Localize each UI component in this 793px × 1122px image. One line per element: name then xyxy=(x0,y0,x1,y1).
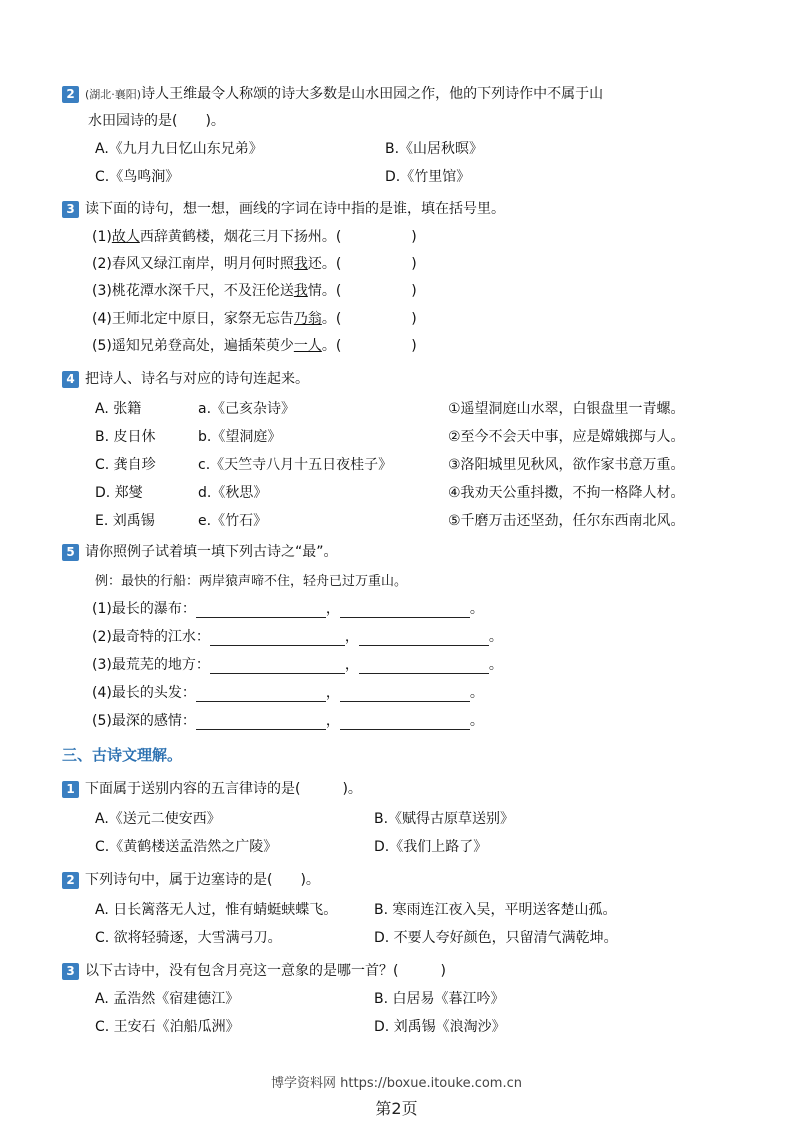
underlined-word: 我 xyxy=(293,256,308,272)
underlined-word: 我 xyxy=(293,283,308,299)
option-d: D. 刘禹锡《浪淘沙》 xyxy=(374,1019,506,1035)
verse-4: ④我劝天公重抖擞，不拘一格降人材。 xyxy=(448,485,685,501)
question-3-stem xyxy=(62,198,505,218)
footer-watermark: 博学资料网 https://boxue.itouke.com.cn xyxy=(271,1076,522,1091)
option-c: C. 欲将轻骑逐，大雪满弓刀。 xyxy=(95,930,282,946)
option-a: A. 孟浩然《宿建德江》 xyxy=(95,991,240,1007)
poet-d: D. 郑燮 xyxy=(95,485,143,501)
question-text: 下列诗句中，属于边塞诗的是( )。 xyxy=(85,872,320,888)
answer-blank[interactable] xyxy=(210,631,345,646)
option-c: C.《黄鹤楼送孟浩然之广陵》 xyxy=(95,839,278,855)
option-d: D. 不要人夸好颜色，只留清气满乾坤。 xyxy=(374,930,618,946)
question-text: 读下面的诗句，想一想，画线的字词在诗中指的是谁，填在括号里。 xyxy=(85,201,505,217)
underlined-word: 故人 xyxy=(111,229,140,245)
question-text: 请你照例子试着填一填下列古诗之“最”。 xyxy=(85,544,338,560)
question-4-stem xyxy=(62,368,309,388)
question-5-stem xyxy=(62,541,338,561)
answer-blank[interactable] xyxy=(340,603,470,618)
underlined-word: 乃翁 xyxy=(293,311,322,327)
region-tag: (湖北·襄阳) xyxy=(85,88,142,101)
example-line: 例：最快的行船：两岸猿声啼不住，轻舟已过万重山。 xyxy=(95,574,408,589)
question-number-badge: 2 xyxy=(62,872,79,889)
fill-row-5: (5)最深的感情： ， 。 xyxy=(92,713,484,729)
question-number-badge: 3 xyxy=(62,963,79,980)
fill-row-3: (3)最荒芜的地方： ， 。 xyxy=(92,657,503,673)
poet-c: C. 龚自珍 xyxy=(95,457,156,473)
poem-line-1: (1)故人西辞黄鹤楼，烟花三月下扬州。( ) xyxy=(92,229,417,245)
option-c: C. 王安石《泊船瓜洲》 xyxy=(95,1019,240,1035)
page-number: 第2页 xyxy=(375,1099,418,1118)
answer-blank[interactable] xyxy=(196,715,326,730)
title-a: a.《己亥杂诗》 xyxy=(198,401,296,417)
option-b: B. 寒雨连江夜入吴，平明送客楚山孤。 xyxy=(374,902,617,918)
option-d: D.《我们上路了》 xyxy=(374,839,488,855)
answer-blank[interactable] xyxy=(340,715,470,730)
verse-2: ②至今不会天中事，应是嫦娥掷与人。 xyxy=(448,429,685,445)
question-number-badge: 1 xyxy=(62,781,79,798)
title-e: e.《竹石》 xyxy=(198,513,268,529)
option-d: D.《竹里馆》 xyxy=(385,169,471,185)
answer-blank[interactable] xyxy=(196,603,326,618)
question-text: 诗人王维最令人称颂的诗大多数是山水田园之作，他的下列诗作中不属于山 xyxy=(141,86,604,102)
question-number-badge: 5 xyxy=(62,544,79,561)
title-b: b.《望洞庭》 xyxy=(198,429,282,445)
underlined-word: 一人 xyxy=(293,338,322,354)
section-question-2-stem xyxy=(62,869,320,889)
question-2-stem-line2: 水田园诗的是( )。 xyxy=(88,113,225,129)
answer-blank[interactable] xyxy=(210,659,345,674)
poet-a: A. 张籍 xyxy=(95,401,142,417)
question-2-stem xyxy=(62,83,603,103)
option-b: B.《山居秋暝》 xyxy=(385,141,484,157)
answer-blank[interactable] xyxy=(359,659,489,674)
verse-1: ①遥望洞庭山水翠，白银盘里一青螺。 xyxy=(448,401,685,417)
answer-blank[interactable] xyxy=(340,687,470,702)
poem-line-4: (4)王师北定中原日，家祭无忘告乃翁。( ) xyxy=(92,311,417,327)
fill-row-4: (4)最长的头发： ， 。 xyxy=(92,685,484,701)
question-number-badge: 4 xyxy=(62,371,79,388)
option-c: C.《鸟鸣涧》 xyxy=(95,169,180,185)
question-text: 以下古诗中，没有包含月亮这一意象的是哪一首？( ) xyxy=(85,963,446,979)
option-b: B.《赋得古原草送别》 xyxy=(374,811,515,827)
fill-row-1: (1)最长的瀑布： ， 。 xyxy=(92,601,484,617)
option-a: A.《送元二使安西》 xyxy=(95,811,221,827)
answer-blank[interactable] xyxy=(196,687,326,702)
option-b: B. 白居易《暮江吟》 xyxy=(374,991,505,1007)
poem-line-2: (2)春风又绿江南岸，明月何时照我还。( ) xyxy=(92,256,417,272)
answer-blank[interactable] xyxy=(359,631,489,646)
question-number-badge: 2 xyxy=(62,86,79,103)
poet-e: E. 刘禹锡 xyxy=(95,513,155,529)
section-question-1-stem xyxy=(62,778,362,798)
poem-line-5: (5)遥知兄弟登高处，遍插茱萸少一人。( ) xyxy=(92,338,417,354)
verse-5: ⑤千磨万击还坚劲，任尔东西南北风。 xyxy=(448,513,685,529)
fill-row-2: (2)最奇特的江水： ， 。 xyxy=(92,629,503,645)
title-c: c.《天竺寺八月十五日夜桂子》 xyxy=(198,457,393,473)
section-heading: 三、古诗文理解。 xyxy=(62,746,183,764)
question-text: 把诗人、诗名与对应的诗句连起来。 xyxy=(85,371,309,387)
title-d: d.《秋思》 xyxy=(198,485,268,501)
option-a: A. 日长篱落无人过，惟有蜻蜓蛱蝶飞。 xyxy=(95,902,338,918)
poet-b: B. 皮日休 xyxy=(95,429,156,445)
verse-3: ③洛阳城里见秋风，欲作家书意万重。 xyxy=(448,457,685,473)
question-number-badge: 3 xyxy=(62,201,79,218)
question-text: 下面属于送别内容的五言律诗的是( )。 xyxy=(85,781,362,797)
poem-line-3: (3)桃花潭水深千尺，不及汪伦送我情。( ) xyxy=(92,283,417,299)
option-a: A.《九月九日忆山东兄弟》 xyxy=(95,141,263,157)
section-question-3-stem xyxy=(62,960,446,980)
